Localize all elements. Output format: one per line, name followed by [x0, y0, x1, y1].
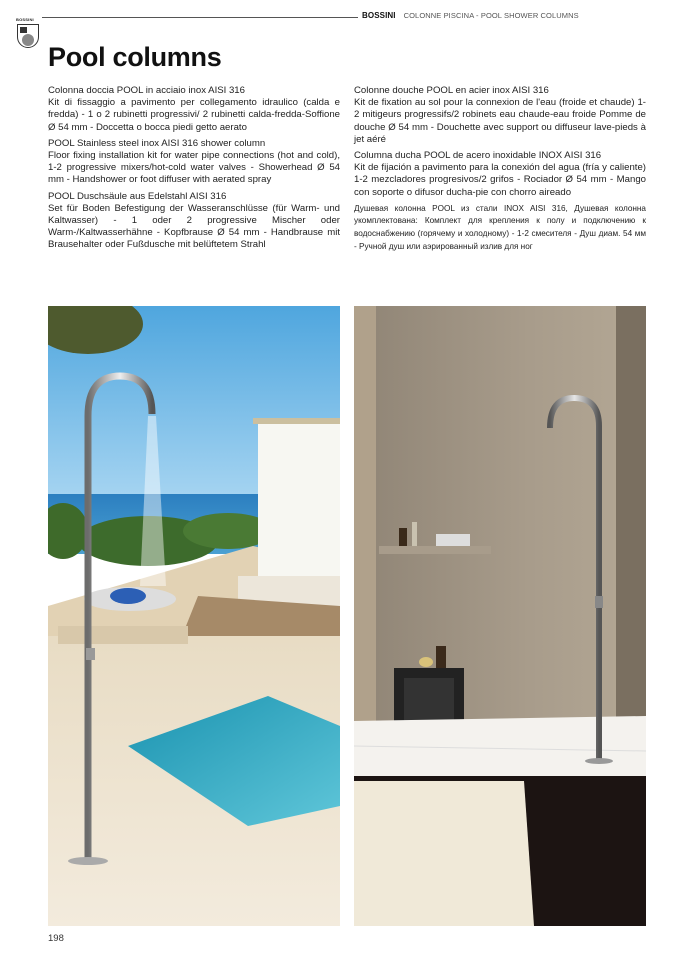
body-en: Floor fixing installation kit for water pipe connections (hot and cold), 1-2 progressive mixers/hot-cold water valves - Showerhead Ø 54 mm - Handshower or foot diffuser with aerated spray: [48, 150, 340, 186]
text-block-de: [48, 191, 340, 252]
page-header: [362, 11, 579, 20]
heading-es: Columna ducha POOL de acero inoxidable INOX AISI 316: [354, 150, 602, 162]
brand-logo: [8, 8, 32, 42]
body-fr: Kit de fixation au sol pour la connexion de l'eau (froide et chaude) 1-2 mitigeurs progressifs/2 robinets eau chaude-eau froide Pomme de douche Ø 54 mm - Douchette avec support ou diffuseur lave-pieds à jet aéré: [354, 97, 646, 145]
photo-outdoor-pool-shower: [48, 306, 340, 926]
heading-de: POOL Duschsäule aus Edelstahl AISI 316: [48, 190, 227, 202]
logo-emblem: [17, 24, 39, 48]
text-block-fr: [354, 85, 646, 146]
outdoor-scene-illustration: [48, 306, 340, 926]
text-block-es: [354, 150, 646, 199]
heading-fr: Colonne douche POOL en acier inox AISI 316: [354, 85, 549, 96]
page-title: Pool columns: [48, 42, 222, 72]
heading-en: POOL Stainless steel inox AISI 316 shower column: [48, 137, 266, 149]
header-brand: BOSSINI: [362, 11, 396, 20]
indoor-scene-illustration: [354, 306, 646, 926]
text-column-left: [48, 85, 340, 256]
heading-it: Colonna doccia POOL in acciaio inox AISI 316: [48, 85, 245, 96]
text-block-ru: [354, 203, 646, 253]
body-it: Kit di fissaggio a pavimento per collegamento idraulico (calda e fredda) - 1 o 2 rubinetti progressivi/ 2 rubinetti calda-fredda-Soffione Ø 54 mm - Doccetta o bocca piedi getto aerato: [48, 97, 340, 133]
body-es: Kit de fijación a pavimento para la conexión del agua (fría y caliente) 1-2 mezcladores progresivos/2 grifos - Rociador Ø 54 mm - Mango con soporte o difusor ducha-pie con chorro aireado: [354, 162, 646, 198]
page-number: 198: [48, 933, 64, 944]
text-block-it: [48, 85, 340, 134]
logo-text: BOSSINI: [16, 17, 34, 22]
photo-indoor-shower: [354, 306, 646, 926]
header-section: COLONNE PISCINA - POOL SHOWER COLUMNS: [403, 11, 579, 20]
body-de: Set für Boden Befestigung der Wasseranschlüsse (für Warm- und Kaltwasser) - 1 oder 2 progressive Mischer oder Warm-/Kaltwasserhähne - Kopfbrause Ø 54 mm - Handbrause mit Brausehalter oder Fußdusche mit belüftetem Strahl: [48, 202, 340, 251]
header-rule: [42, 17, 358, 18]
body-ru: Душевая колонна POOL из стали INOX AISI 316, Душевая колонна укомплектована: Комплект для крепления к полу и подключению к водоснабжению (горячему и холодному) - 1-2 смесителя - Душ диам. 54 мм - Ручной душ или аэрированный излив для ног: [354, 203, 646, 251]
text-column-right: [354, 85, 646, 257]
text-block-en: [48, 138, 340, 187]
